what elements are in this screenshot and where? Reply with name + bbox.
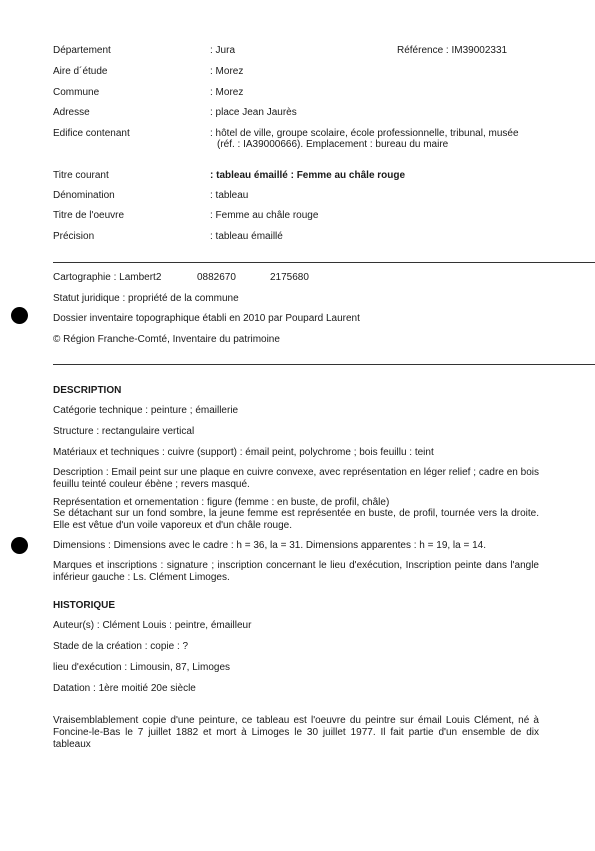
lieu-execution: lieu d'exécution : Limousin, 87, Limoges <box>53 662 231 673</box>
adresse-label: Adresse <box>53 107 90 118</box>
representation-text: Se détachant sur un fond sombre, la jeune femme est représentée en buste, de profil, tournée vers la droite. Elle est vêtue d'un voile vaporeux et d'un châle rouge. <box>53 508 539 531</box>
edifice-value-line2: (réf. : IA39000666). Emplacement : bureau du maire <box>217 139 449 150</box>
representation-line: Représentation et ornementation : figure (femme : en buste, de profil, châle) <box>53 497 390 508</box>
departement-label: Département <box>53 45 111 56</box>
copyright: © Région Franche-Comté, Inventaire du patrimoine <box>53 334 280 345</box>
denomination-label: Dénomination <box>53 190 115 201</box>
cartographie: Cartographie : Lambert2 <box>53 272 162 283</box>
description-heading: DESCRIPTION <box>53 385 122 396</box>
precision-label: Précision <box>53 231 95 242</box>
denomination-value: : tableau <box>210 190 249 201</box>
titre-courant-label: Titre courant <box>53 170 109 181</box>
adresse-value: : place Jean Jaurès <box>210 107 297 118</box>
datation: Datation : 1ère moitié 20e siècle <box>53 683 196 694</box>
divider-top <box>53 262 595 263</box>
commune-label: Commune <box>53 87 100 98</box>
reference: Référence : IM39002331 <box>397 45 508 56</box>
stade-creation: Stade de la création : copie : ? <box>53 641 189 652</box>
historique-commentaire: Vraisemblablement copie d'une peinture, ce tableau est l'oeuvre du peintre sur émail Louis Clément, né à Foncine-le-Bas le 7 juillet 1882 et mort à Limoges le 30 juillet 1977. Il fait partie d'un ensemble de dix tableaux <box>53 715 539 750</box>
titre-courant-value: : tableau émaillé : Femme au châle rouge <box>210 170 406 181</box>
coordinate-y: 2175680 <box>270 272 309 283</box>
auteurs: Auteur(s) : Clément Louis : peintre, émailleur <box>53 620 252 631</box>
binder-hole-bottom <box>11 537 28 554</box>
dossier-inventaire: Dossier inventaire topographique établi en 2010 par Poupard Laurent <box>53 313 360 324</box>
binder-hole-top <box>11 307 28 324</box>
materiaux-techniques: Matériaux et techniques : cuivre (support) : émail peint, polychrome ; bois feuillu : teint <box>53 447 434 458</box>
aire-value: : Morez <box>210 66 244 77</box>
description-text: Description : Email peint sur une plaque en cuivre convexe, avec représentation en léger relief ; cadre en bois feuillu teinté couleur ébène ; revers masqué. <box>53 467 539 490</box>
divider-bottom <box>53 364 595 365</box>
statut-juridique: Statut juridique : propriété de la commune <box>53 293 239 304</box>
precision-value: : tableau émaillé <box>210 231 283 242</box>
edifice-label: Edifice contenant <box>53 128 130 139</box>
aire-label: Aire d´étude <box>53 66 108 77</box>
commune-value: : Morez <box>210 87 244 98</box>
coordinate-x: 0882670 <box>197 272 236 283</box>
marques-inscriptions: Marques et inscriptions : signature ; inscription concernant le lieu d'exécution, Inscription peinte dans l'angle inférieur gauche : Ls. Clément Limoges. <box>53 560 539 583</box>
historique-heading: HISTORIQUE <box>53 600 116 611</box>
structure: Structure : rectangulaire vertical <box>53 426 195 437</box>
titre-oeuvre-value: : Femme au châle rouge <box>210 210 319 221</box>
edifice-value-line1: : hôtel de ville, groupe scolaire, école professionnelle, tribunal, musée <box>210 128 519 139</box>
dimensions: Dimensions : Dimensions avec le cadre : h = 36, la = 31. Dimensions apparentes : h = 19, la = 14. <box>53 540 487 551</box>
departement-value: : Jura <box>210 45 236 56</box>
titre-oeuvre-label: Titre de l'oeuvre <box>53 210 125 221</box>
categorie-technique: Catégorie technique : peinture ; émaillerie <box>53 405 239 416</box>
